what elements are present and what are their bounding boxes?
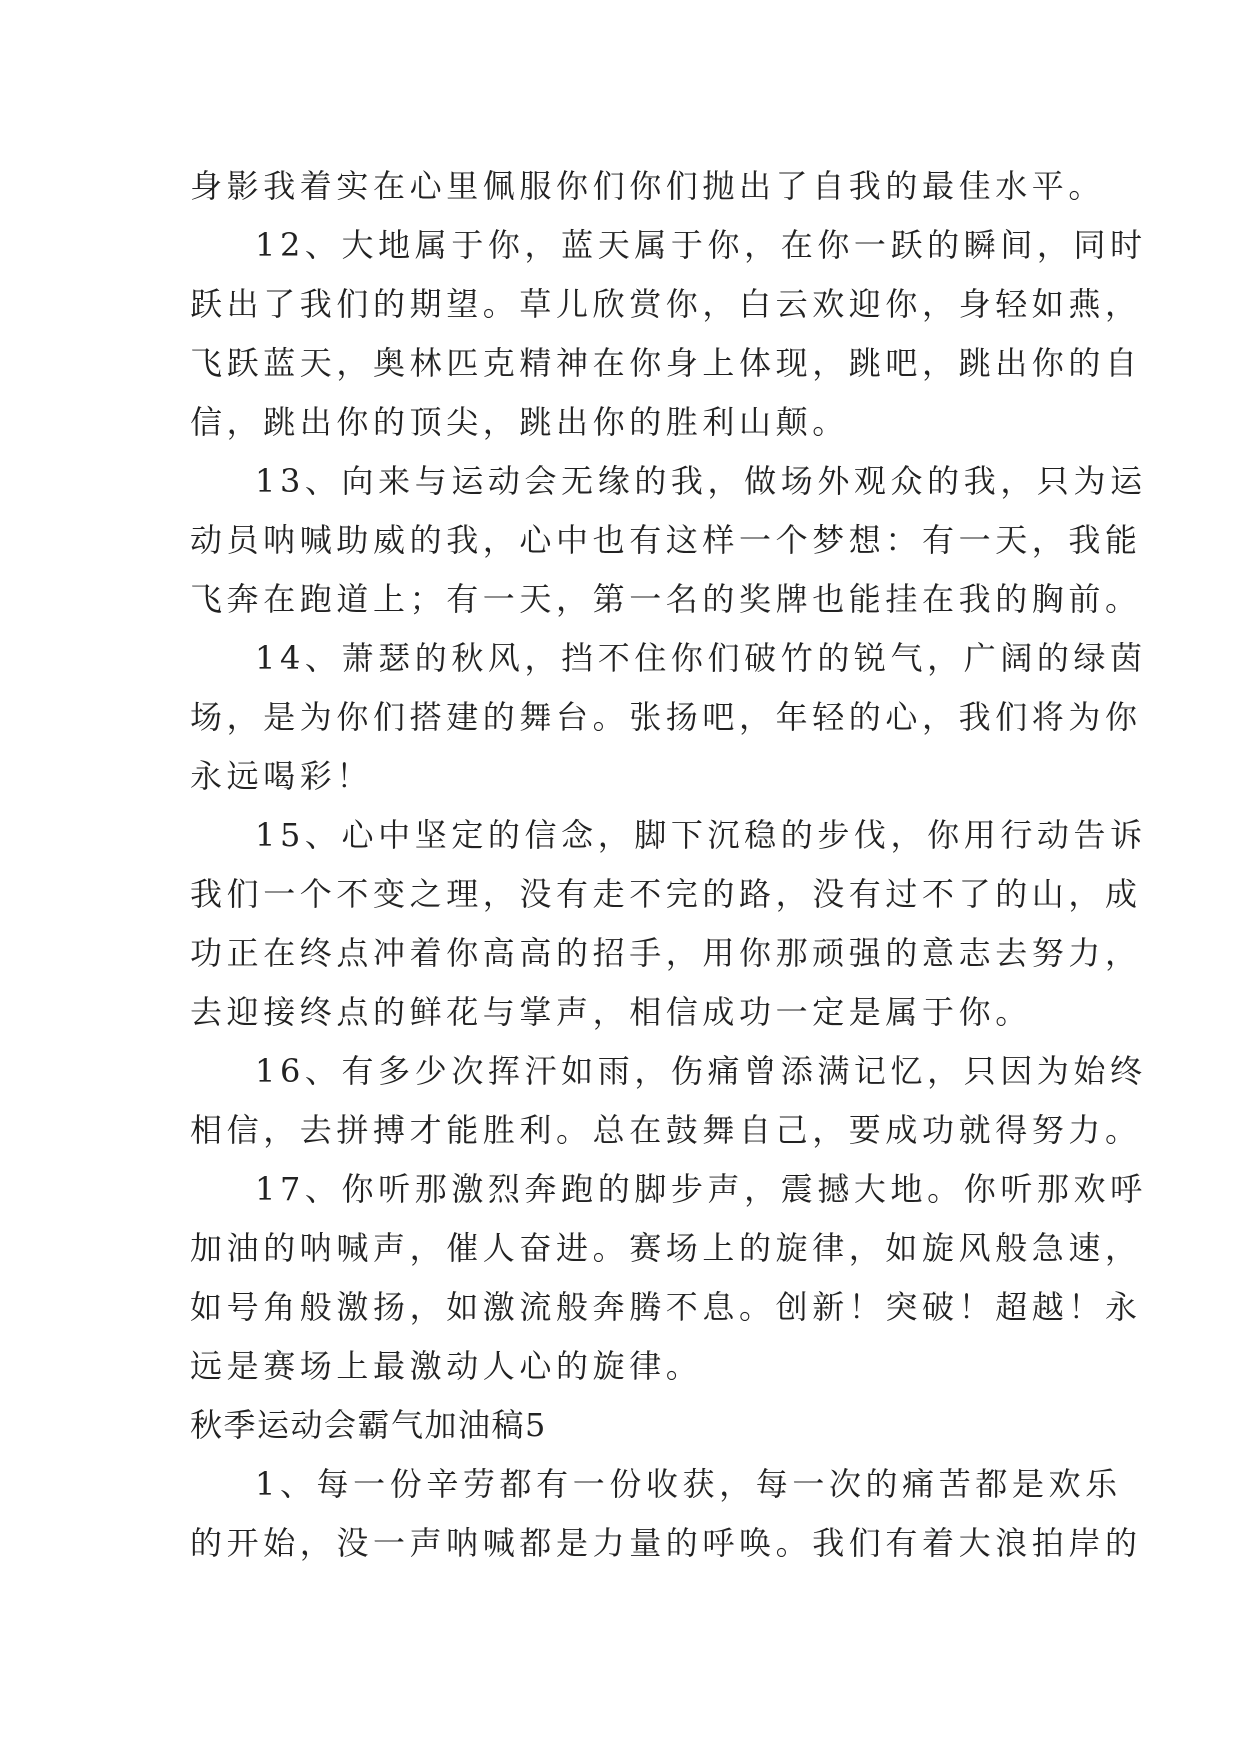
text-line: 功正在终点冲着你高高的招手，用你那顽强的意志去努力， — [190, 934, 1142, 972]
text-line: 相信，去拼搏才能胜利。总在鼓舞自己，要成功就得努力。 — [190, 1111, 1142, 1149]
text-line: 远是赛场上最激动人心的旋律。 — [190, 1347, 703, 1385]
text-line: 信，跳出你的顶尖，跳出你的胜利山颠。 — [190, 403, 849, 441]
paragraph-17-start: 17、你听那激烈奔跑的脚步声，震撼大地。你听那欢呼 — [255, 1170, 1147, 1208]
paragraph-12-start: 12、大地属于你，蓝天属于你，在你一跃的瞬间，同时 — [255, 226, 1147, 264]
text-line: 动员呐喊助威的我，心中也有这样一个梦想：有一天，我能 — [190, 521, 1142, 559]
paragraph-1-start: 1、每一份辛劳都有一份收获，每一次的痛苦都是欢乐 — [255, 1465, 1122, 1503]
text-line: 跃出了我们的期望。草儿欣赏你，白云欢迎你，身轻如燕， — [190, 285, 1142, 323]
paragraph-13-start: 13、向来与运动会无缘的我，做场外观众的我，只为运 — [255, 462, 1147, 500]
text-line: 永远喝彩！ — [190, 757, 374, 795]
paragraph-15-start: 15、心中坚定的信念，脚下沉稳的步伐，你用行动告诉 — [255, 816, 1147, 854]
document-body — [190, 157, 1147, 1573]
text-line: 场，是为你们搭建的舞台。张扬吧，年轻的心，我们将为你 — [190, 698, 1142, 736]
section-heading: 秋季运动会霸气加油稿5 — [190, 1406, 547, 1444]
text-line: 飞奔在跑道上；有一天，第一名的奖牌也能挂在我的胸前。 — [190, 580, 1142, 618]
text-line: 如号角般激扬，如激流般奔腾不息。创新！突破！超越！永 — [190, 1288, 1142, 1326]
text-line: 去迎接终点的鲜花与掌声，相信成功一定是属于你。 — [190, 993, 1032, 1031]
text-line: 加油的呐喊声，催人奋进。赛场上的旋律，如旋风般急速， — [190, 1229, 1142, 1267]
text-line: 我们一个不变之理，没有走不完的路，没有过不了的山，成 — [190, 875, 1142, 913]
text-line: 身影我着实在心里佩服你们你们抛出了自我的最佳水平。 — [190, 167, 1106, 205]
text-line: 飞跃蓝天，奥林匹克精神在你身上体现，跳吧，跳出你的自 — [190, 344, 1142, 382]
text-line: 的开始，没一声呐喊都是力量的呼唤。我们有着大浪拍岸的 — [190, 1524, 1142, 1562]
paragraph-14-start: 14、萧瑟的秋风，挡不住你们破竹的锐气，广阔的绿茵 — [255, 639, 1147, 677]
paragraph-16-start: 16、有多少次挥汗如雨，伤痛曾添满记忆，只因为始终 — [255, 1052, 1147, 1090]
